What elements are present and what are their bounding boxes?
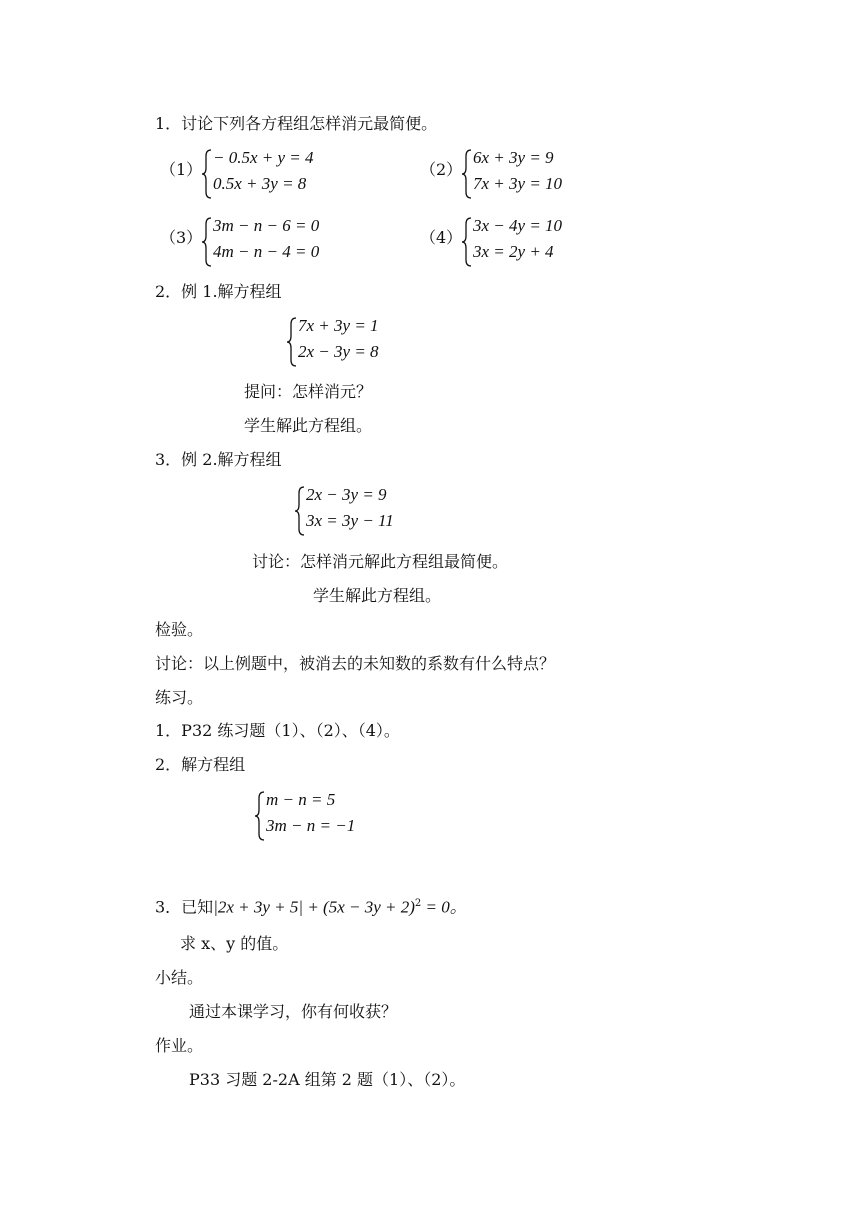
question-3: 3．例 2.解方程组 [155,450,282,469]
practice-item-3 [155,894,467,917]
equation-system-4 [461,216,661,268]
equation-line: 3x = 2y + 4 [473,242,554,261]
system-label-3: （3） [160,228,203,247]
equation-system-1 [201,148,401,200]
equation-line: 3x − 4y = 10 [473,216,563,235]
brace-icon [201,216,213,268]
example-2-discussion: 讨论：怎样消元解此方程组最简便。 [252,552,509,571]
equation-line: 0.5x + 3y = 8 [213,174,307,193]
brace-icon [201,148,213,200]
absolute-value-expression: |2x + 3y + 5| [213,897,304,917]
system-label-2: （2） [420,160,463,179]
practice-3-prefix: 3．已知 [155,897,214,917]
equation-line: 4m − n − 4 = 0 [213,242,320,261]
brace-icon [254,790,266,842]
equation-line: 3m − n = −1 [266,816,356,835]
practice-3-question: 求 x、y 的值。 [180,934,289,953]
equation-line: 3x = 3y − 11 [306,511,394,530]
equation-line: 7x + 3y = 10 [473,174,563,193]
brace-icon [461,148,473,200]
practice-system [254,790,454,842]
equation-line: 3m − n − 6 = 0 [213,216,320,235]
practice-item-2: 2．解方程组 [155,755,246,774]
equation-line: 2x − 3y = 8 [298,342,379,361]
brace-icon [461,216,473,268]
exponent: 2 [414,898,422,909]
equation-line: 7x + 3y = 1 [298,316,379,335]
equals-zero: = 0。 [421,897,467,917]
system-label-4: （4） [420,228,463,247]
discussion-text: 讨论：以上例题中，被消去的未知数的系数有什么特点？ [155,654,556,673]
brace-icon [294,485,306,537]
square-expression: + (5x − 3y + 2) [303,897,415,917]
summary-question: 通过本课学习，你有何收获？ [189,1002,398,1021]
equation-system-2 [461,148,661,200]
example-1-question: 提问：怎样消元？ [244,382,373,401]
example-1-instruction: 学生解此方程组。 [244,416,373,435]
equation-line: 6x + 3y = 9 [473,148,554,167]
practice-heading: 练习。 [155,688,204,707]
example-2-system [294,485,494,537]
summary-heading: 小结。 [155,968,204,987]
equation-line: 2x − 3y = 9 [306,485,387,504]
homework-heading: 作业。 [155,1036,204,1055]
equation-line: − 0.5x + y = 4 [213,148,314,167]
practice-item-1: 1．P32 练习题（1）、（2）、（4）。 [155,721,400,740]
example-2-instruction: 学生解此方程组。 [313,586,442,605]
question-1: 1．讨论下列各方程组怎样消元最简便。 [155,114,438,133]
equation-line: m − n = 5 [266,790,336,809]
question-2: 2．例 1.解方程组 [155,282,282,301]
homework-detail: P33 习题 2-2A 组第 2 题（1）、（2）。 [189,1070,466,1089]
example-1-system [286,316,486,368]
system-label-1: （1） [160,160,203,179]
equation-system-3 [201,216,401,268]
check-heading: 检验。 [155,620,204,639]
brace-icon [286,316,298,368]
